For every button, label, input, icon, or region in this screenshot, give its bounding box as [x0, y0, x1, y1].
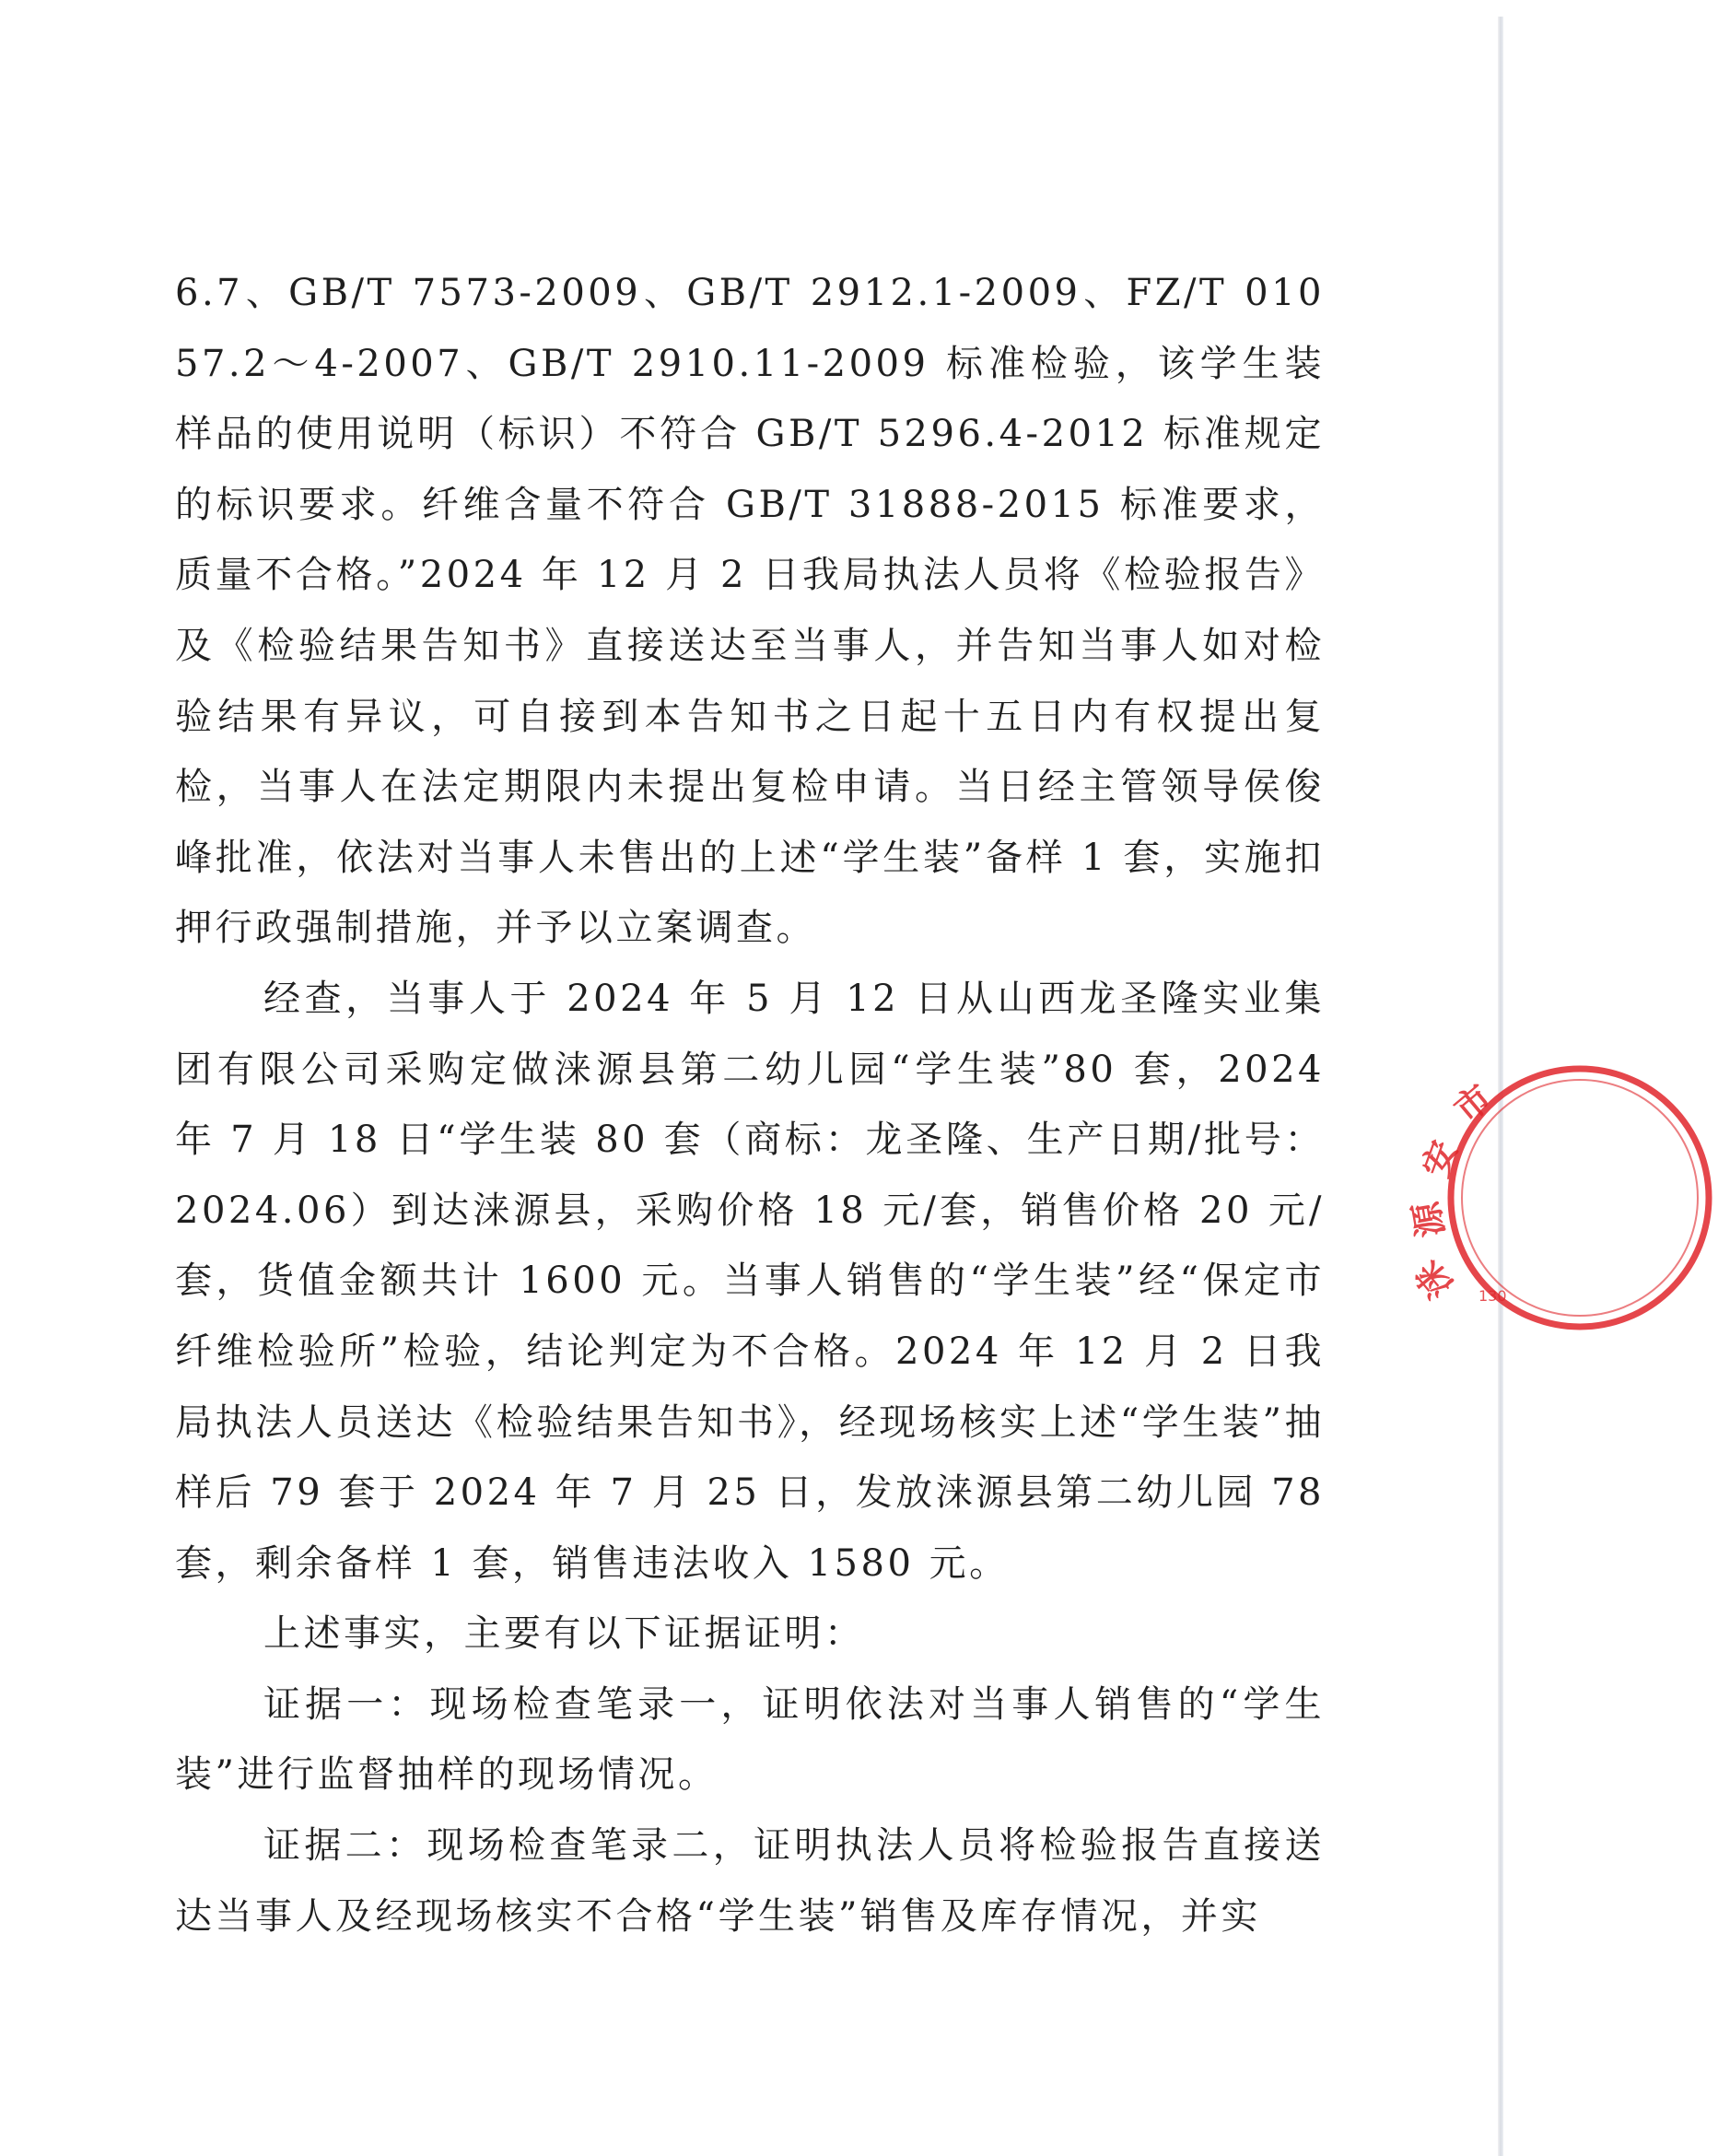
seal-char-2: 安: [1414, 1134, 1466, 1183]
paragraph-evidence-1: 证据一：现场检查笔录一，证明依法对当事人销售的“学生装”进行监督抽样的现场情况。: [175, 1682, 1325, 1797]
paragraph-evidence-2: 证据二：现场检查笔录二，证明执法人员将检验报告直接送达当事人及经现场核实不合格“学生装”销售及库存情况，并实: [175, 1824, 1325, 1938]
paragraph-investigation: 经查，当事人于 2024 年 5 月 12 日从山西龙圣隆实业集团有限公司采购定做涞源县第二幼儿园“学生装”80 套，2024 年 7 月 18 日“学生装 80 套（商标：龙圣隆、生产日期/批号：2024.06）到达涞源县，采购价格 18 元/套，销售价格 20 元/套，货值金额共计 1600 元。当事人销售的“学生装”经“保定市纤维检验所”检验，结论判定为不合格。2024 年 12 月 2 日我局执法人员送达《检验结果告知书》，经现场核实上述“学生装”抽样后 79 套于 2024 年 7 月 25 日，发放涞源县第二幼儿园 78 套，剩余备样 1 套，销售违法收入 1580 元。: [175, 977, 1325, 1585]
seal-number: 130: [1478, 1287, 1507, 1305]
official-seal: [1404, 1060, 1525, 1336]
seal-char-4: 涞: [1406, 1253, 1461, 1307]
document-body: [175, 258, 1325, 1951]
paragraph-continuation: 6.7、GB/T 7573-2009、GB/T 2912.1-2009、FZ/T 01057.2～4-2007、GB/T 2910.11-2009 标准检验，该学生装样品的使用说明（标识）不符合 GB/T 5296.4-2012 标准规定的标识要求。纤维含量不符合 GB/T 31888-2015 标准要求，质量不合格。”2024 年 12 月 2 日我局执法人员将《检验报告》及《检验结果告知书》直接送达至当事人，并告知当事人如对检验结果有异议，可自接到本告知书之日起十五日内有权提出复检，当事人在法定期限内未提出复检申请。当日经主管领导侯俊峰批准，依法对当事人未售出的上述“学生装”备样 1 套，实施扣押行政强制措施，并予以立案调查。: [175, 272, 1325, 950]
seal-graphic: [1404, 1060, 1718, 1336]
paragraph-evidence-intro: 上述事实，主要有以下证据证明：: [263, 1612, 865, 1656]
seal-char-3: 源: [1404, 1198, 1452, 1241]
seal-char-1: 市: [1445, 1075, 1500, 1131]
